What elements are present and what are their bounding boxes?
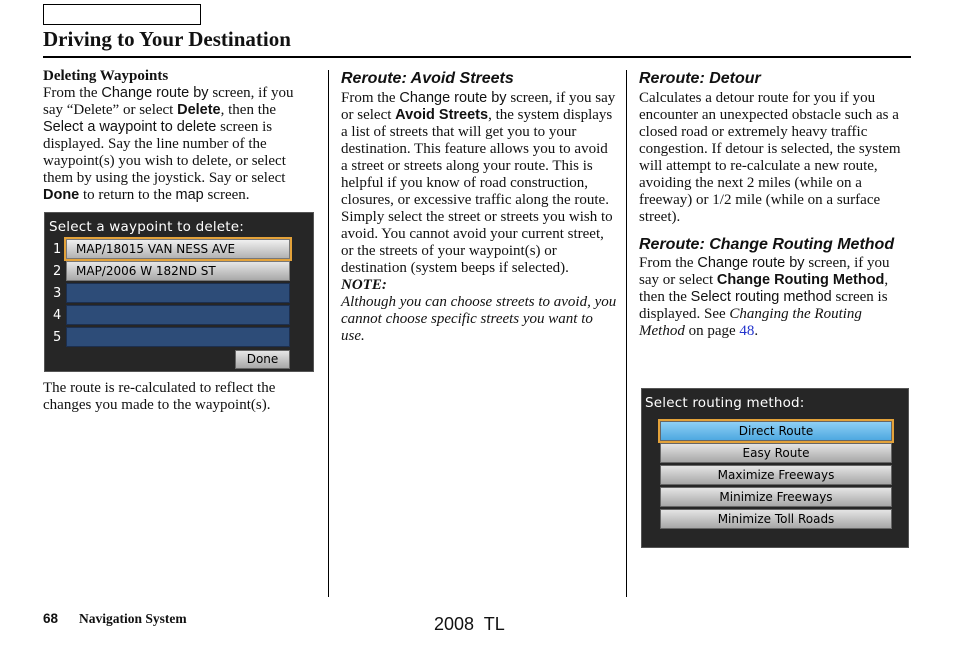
reroute-recalculated-text: The route is re-calculated to reflect the changes you made to the waypoint(s). <box>43 380 276 413</box>
text-run: From the <box>639 255 698 271</box>
text-run: screen, if you say or select <box>341 90 616 123</box>
screen-name-change-route-by: Change route by <box>101 85 209 101</box>
column-detour-routing <box>639 68 911 340</box>
waypoint-row-number: 3 <box>53 286 62 301</box>
change-routing-text <box>639 255 911 340</box>
text-run: . <box>754 323 759 339</box>
text-run: screen is displayed. See <box>639 289 888 322</box>
routing-option-easy-route[interactable]: Easy Route <box>660 443 892 463</box>
waypoint-row-empty[interactable] <box>66 327 290 347</box>
page-number: 68 <box>43 611 59 626</box>
waypoint-delete-screenshot <box>44 212 314 372</box>
routing-option-minimize-toll-roads[interactable]: Minimize Toll Roads <box>660 509 892 529</box>
heading-detour: Reroute: Detour <box>639 70 761 87</box>
routing-option-minimize-freeways[interactable]: Minimize Freeways <box>660 487 892 507</box>
note-text: Although you can choose streets to avoid, you cannot choose specific streets you want to use. <box>341 294 617 344</box>
routing-option-direct-route[interactable]: Direct Route <box>660 421 892 441</box>
screen-name-map: map <box>175 187 204 203</box>
command-delete: Delete <box>177 102 221 118</box>
screen-name-select-waypoint: Select a waypoint to delete <box>43 119 217 135</box>
text-run: on page <box>684 323 740 339</box>
screen-name-change-route-by: Change route by <box>399 90 507 106</box>
avoid-streets-text <box>341 90 617 277</box>
text-run: , then the <box>220 102 277 118</box>
text-run: From the <box>43 85 102 101</box>
text-run: , then the <box>639 272 889 305</box>
waypoint-row-empty[interactable] <box>66 283 290 303</box>
command-change-routing-method: Change Routing Method <box>716 272 885 288</box>
note-heading: NOTE: <box>341 277 387 293</box>
heading-change-routing-method: Reroute: Change Routing Method <box>639 236 895 253</box>
footer-section-label: Navigation System <box>79 611 187 626</box>
heading-avoid-streets: Reroute: Avoid Streets <box>341 70 514 87</box>
waypoint-row-number: 1 <box>53 242 62 257</box>
text-run: , the system displays a list of streets that will get you to your destination. This feature allows you to avoid a street or streets along your route. This is helpful if you know of road construction, closures, or excessive traffic along the route. Simply select the street or streets you wish to avoid. You cannot avoid your current street, or the streets of your waypoint(s) or destination (system beeps if selected). <box>341 107 613 276</box>
routing-screen-title: Select routing method: <box>645 395 805 411</box>
text-run: screen, if you say “Delete” or select <box>43 85 294 118</box>
header-tab-box <box>43 4 201 25</box>
column-divider-2 <box>626 70 627 597</box>
routing-option-maximize-freeways[interactable]: Maximize Freeways <box>660 465 892 485</box>
screen-name-change-route-by: Change route by <box>697 255 805 271</box>
screen-name-select-routing-method: Select routing method <box>690 289 832 305</box>
column-avoid-streets <box>341 68 617 345</box>
detour-text: Calculates a detour route for you if you encounter an unexpected obstacle such as a closed road or extremely heavy traffic congestion. If detour is selected, the system will attempt to re-calculate a new route, avoiding the next 2 miles (while on a freeway) or 1/2 mile (while on a surface street). <box>639 90 901 225</box>
waypoint-screen-title: Select a waypoint to delete: <box>49 219 245 235</box>
waypoint-row-number: 5 <box>53 330 62 345</box>
waypoint-row[interactable]: MAP/2006 W 182ND ST <box>66 261 290 281</box>
deleting-waypoints-text <box>43 85 315 204</box>
command-done: Done <box>43 187 80 203</box>
waypoint-row-empty[interactable] <box>66 305 290 325</box>
page-title: Driving to Your Destination <box>43 27 291 51</box>
text-run: screen, if you say or select <box>639 255 890 288</box>
footer-model: 2008 TL <box>434 614 505 634</box>
text-run: to return to the <box>79 187 176 203</box>
column-divider-1 <box>328 70 329 597</box>
text-run: From the <box>341 90 400 106</box>
done-button[interactable]: Done <box>235 350 290 369</box>
waypoint-row-number: 2 <box>53 264 62 279</box>
heading-deleting-waypoints: Deleting Waypoints <box>43 68 169 84</box>
waypoint-row[interactable]: MAP/18015 VAN NESS AVE <box>66 239 290 259</box>
page-48-link[interactable]: 48 <box>739 323 755 339</box>
cross-reference-title: Changing the Routing Method <box>639 306 862 339</box>
text-run: screen. <box>203 187 250 203</box>
text-run: screen is displayed. Say the line number of the waypoint(s) you wish to delete, or select them by using the joystick. Say or select <box>43 119 286 186</box>
command-avoid-streets: Avoid Streets <box>395 107 489 123</box>
waypoint-row-number: 4 <box>53 308 62 323</box>
routing-method-screenshot <box>641 388 909 548</box>
title-rule <box>43 56 911 58</box>
